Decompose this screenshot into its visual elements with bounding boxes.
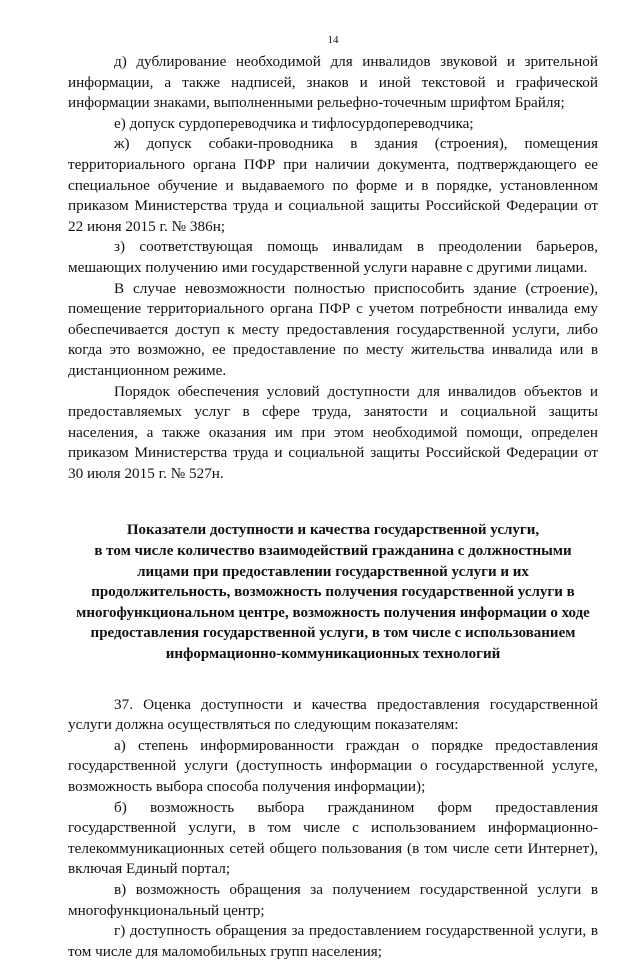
paragraph-item-d: д) дублирование необходимой для инвалидов звуковой и зрительной информации, а также надписей, знаков и иной текстовой и графической информации знаками, выполненными рельефно-точечным шрифтом Брайля;: [68, 53, 598, 112]
heading-line: предоставления государственной услуги, в том числе с использованием: [90, 625, 576, 642]
paragraph-building-access: В случае невозможности полностью приспособить здание (строение), помещение территориального органа ПФР с учетом потребности инвалида ему обеспечивается доступ к месту предоставления государственной услуги, либо когда это возможно, ее предоставление по месту жительства инвалида или в дистанционном режиме.: [68, 279, 598, 379]
paragraph-item-g: г) доступность обращения за предоставлением государственной услуги, в том числе для маломобильных групп населения;: [68, 922, 598, 960]
heading-line: информационно-коммуникационных технологий: [165, 646, 501, 663]
heading-line: в том числе количество взаимодействий гражданина с должностными: [94, 543, 572, 560]
paragraph-item-e: е) допуск сурдопереводчика и тифлосурдопереводчика;: [114, 114, 474, 132]
paragraph-accessibility-order: Порядок обеспечения условий доступности для инвалидов объектов и предоставляемых услуг в сфере труда, занятости и социальной защиты населения, а также оказания им при этом необходимой помощи, определен приказом Министерства труда и социальной защиты Российской Федерации от 30 июля 2015 г. № 527н.: [68, 382, 598, 482]
heading-line: продолжительность, возможность получения государственной услуги в: [91, 584, 575, 601]
paragraph-item-z: з) соответствующая помощь инвалидам в преодолении барьеров, мешающих получению ими государственной услуги наравне с другими лицами.: [68, 238, 598, 276]
paragraph-item-v: в) возможность обращения за получением государственной услуги в многофункциональный центр;: [68, 880, 598, 919]
heading-line: Показатели доступности и качества государственной услуги,: [126, 522, 540, 539]
page-number: 14: [327, 34, 339, 46]
heading-line: многофункциональном центре, возможность получения информации о ходе: [76, 604, 590, 621]
paragraph-37: 37. Оценка доступности и качества предоставления государственной услуги должна осуществляться по следующим показателям:: [68, 695, 598, 734]
paragraph-item-a: а) степень информированности граждан о порядке предоставления государственной услуги (доступность информации о государственной услуге, возможность выбора способа получения информации);: [68, 736, 598, 795]
paragraph-item-b: б) возможность выбора гражданином форм предоставления государственной услуги, в том числе с использованием информационно-телекоммуникационных сетей общего пользования (в том числе сети Интернет), включая Единый портал;: [68, 798, 598, 878]
top-text-block: [68, 52, 598, 484]
paragraph-item-zh: ж) допуск собаки-проводника в здания (строения), помещения территориального органа ПФР при наличии документа, подтверждающего ее специальное обучение и выдаваемого по форме и в порядке, установленном приказом Министерства труда и социальной защиты Российской Федерации от 22 июня 2015 г. № 386н;: [68, 135, 598, 235]
section-heading: [68, 520, 598, 664]
bottom-text-block: [68, 695, 598, 962]
heading-line: лицами при предоставлении государственной услуги и их: [137, 563, 529, 580]
